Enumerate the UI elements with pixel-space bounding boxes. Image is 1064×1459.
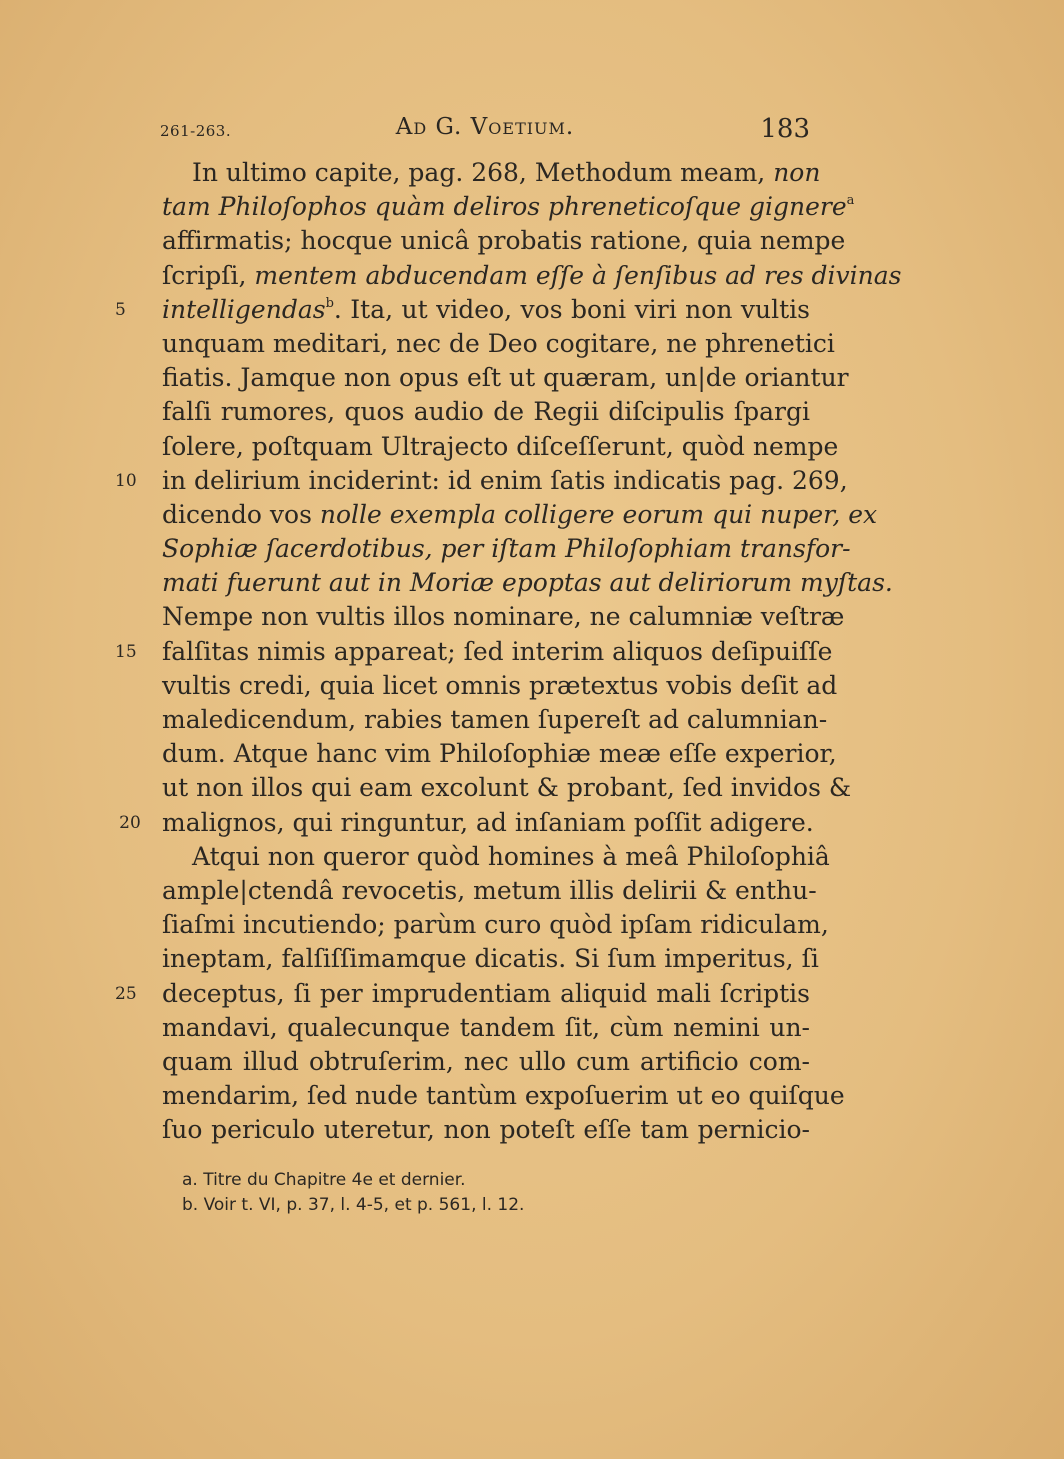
text-segment: ineptam, falſiſſimamque dicatis. Si ſum imperitus, ſi [162,944,819,974]
text-segment: unquam meditari, nec de Deo cogitare, ne phrenetici [162,328,835,358]
footnotes [182,1168,524,1218]
text-segment: Atqui non queror quòd homines à meâ Philoſophiâ [192,841,830,871]
text-line [162,566,893,600]
line-number: 5 [115,299,126,320]
text-line [162,1113,810,1147]
text-segment: malignos, qui ringuntur, ad inſaniam poſſit adigere. [162,807,814,837]
italic-text: intelligendas [162,294,326,324]
text-line [115,977,810,1011]
footnote-ref: b [325,295,334,311]
text-segment: ſolere, poſtquam Ultrajectо diſceſſerunt, quòd nempe [162,431,839,461]
text-line [162,156,821,190]
italic-text: non [773,158,821,187]
text-segment: falſitas nimis appareat; ſed interim aliquos deſipuiſſe [162,636,833,666]
text-segment: fiatis. Jamque non opus eſt ut quæram, un|de oriantur [162,363,849,393]
text-line [162,224,846,258]
main-text [115,156,902,1147]
text-line [115,293,810,327]
text-segment: Nempe non vultis illos nominare, ne calumniæ veſtræ [162,602,845,632]
text-line [162,669,838,703]
italic-text: mati fuerunt aut in Moriæ epoptas aut deliriorum myſtas. [162,568,893,598]
text-line [162,1011,810,1045]
text-segment: ſuo periculo uteretur, non poteſt eſſe tam pernicio- [162,1115,810,1145]
text-segment: vultis credi, quia licet omnis prætextus vobis deſit ad [162,670,838,700]
text-line [162,874,817,908]
text-segment: quam illud obtruſerim, nec ullo cum artificio com- [162,1046,810,1076]
text-segment: falſi rumores, quos audio de Regii diſcipulis ſpargi [162,397,810,427]
text-line [162,737,837,771]
italic-text: Sophiæ ſacerdotibus, per iſtam Philoſophiam transfor- [162,534,851,564]
text-line [162,259,902,293]
footnote: a. Titre du Chapitre 4e et dernier. [182,1170,466,1190]
text-line [162,395,810,429]
text-line [119,806,814,840]
line-number: 25 [115,983,137,1004]
text-segment: mandavi, qualecunque tandem ſit, cùm nemini un- [162,1012,810,1042]
text-line [162,771,852,805]
text-line [162,532,851,566]
running-title: Ad G. Voetium. [395,114,575,140]
page-range: 261-263. [160,122,232,140]
text-segment: affirmatis; hocque unicâ probatis ratione, quia nempe [162,226,846,256]
text-segment: ut non illos qui eam excolunt & probant, ſed invidos & [162,773,852,803]
italic-text: tam Philoſophos quàm deliros phreneticoſque gignere [162,192,847,222]
text-segment: mendarim, ſed nude tantùm expoſuerim ut eo quiſque [162,1081,845,1111]
text-segment: dicendo vos [162,499,320,529]
text-segment: deceptus, ſi per imprudentiam aliquid mali ſcriptis [162,978,810,1008]
text-line [162,1045,810,1079]
text-segment: In ultimo capite, pag. 268, Methodum meam, [192,158,774,187]
text-line [162,942,819,976]
footnote: b. Voir t. VI, p. 37, l. 4-5, et p. 561, l. 12. [182,1195,525,1215]
text-line [162,703,828,737]
text-line [162,908,829,942]
page-number: 183 [760,114,810,144]
text-segment: ſiaſmi incutiendo; parùm curo quòd ipſam ridiculam, [162,910,829,940]
text-line [162,361,849,395]
text-line [162,840,830,874]
text-line [115,464,848,498]
line-number: 15 [115,641,137,662]
italic-text: mentem abducendam eſſe à ſenſibus ad res divinas [254,260,902,290]
text-segment: maledicendum, rabies tamen ſupereſt ad calumnian- [162,705,828,734]
line-number: 20 [119,812,141,833]
text-segment: dum. Atque hanc vim Philoſophiæ meæ eſſe experior, [162,739,837,769]
text-line [162,600,845,634]
text-segment: in delirium inciderint: id enim ſatis indicatis pag. 269, [162,465,848,495]
line-number: 10 [115,470,137,491]
text-line [162,498,878,532]
italic-text: nolle exempla colligere eorum qui nuper, ex [319,499,878,529]
text-line [115,635,833,669]
text-segment: ſcripſi, [162,260,255,290]
text-segment: ample|ctendâ revocetis, metum illis delirii & enthu- [162,875,817,905]
text-line [162,190,855,224]
text-line [162,327,835,361]
footnote-ref: a [846,193,855,209]
text-line [162,430,839,464]
text-line [162,1079,845,1113]
running-header [160,114,810,148]
text-segment: . Ita, ut video, vos boni viri non vultis [333,294,810,324]
